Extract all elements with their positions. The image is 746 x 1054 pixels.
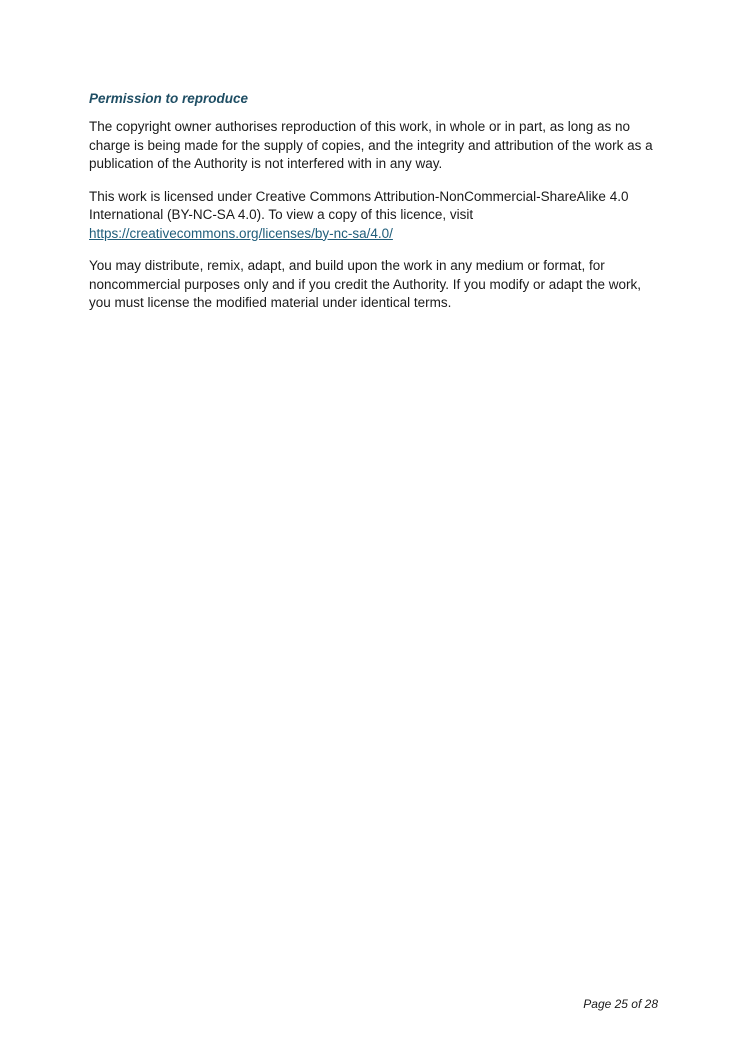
- paragraph-licence: [89, 188, 661, 244]
- page-number: Page 25 of 28: [583, 997, 658, 1011]
- paragraph-distribution: You may distribute, remix, adapt, and build upon the work in any medium or format, for noncommercial purposes only and if you credit the Authority. If you modify or adapt the work, you must license the modified material under identical terms.: [89, 258, 642, 310]
- content-area: [89, 90, 661, 327]
- paragraph-reproduction: The copyright owner authorises reproduction of this work, in whole or in part, as long as no charge is being made for the supply of copies, and the integrity and attribution of the work as a publication of the Authority is not interfered with in any way.: [89, 119, 653, 171]
- section-heading: Permission to reproduce: [89, 91, 249, 106]
- licence-text: This work is licensed under Creative Commons Attribution-NonCommercial-ShareAlike 4.0 International (BY-NC-SA 4.0). To view a copy of this licence, visit: [89, 188, 629, 222]
- licence-link[interactable]: https://creativecommons.org/licenses/by-nc-sa/4.0/: [89, 225, 393, 241]
